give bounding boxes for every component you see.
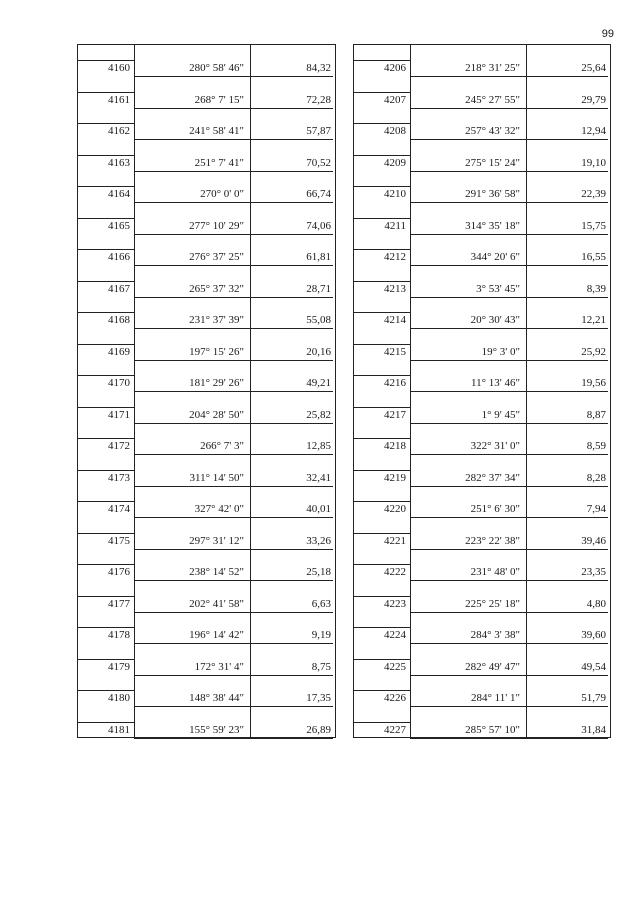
segment-distance: 74,06	[306, 219, 331, 232]
segment-distance: 8,87	[586, 408, 606, 421]
point-number: 4167	[108, 282, 130, 295]
segment-distance: 12,85	[306, 440, 331, 452]
row-divider	[78, 470, 134, 471]
point-number: 4168	[108, 314, 130, 326]
segment-distance: 6,63	[311, 597, 331, 610]
point-number: 4177	[108, 597, 130, 610]
point-number: 4223	[384, 597, 406, 610]
coordinate-table-left	[77, 44, 336, 738]
point-number: 4221	[384, 534, 406, 547]
point-number: 4169	[108, 345, 130, 358]
segment-distance: 8,28	[586, 471, 606, 484]
segment-distance: 49,21	[306, 377, 331, 389]
row-divider	[78, 596, 134, 597]
row-divider	[410, 738, 608, 739]
row-divider	[354, 407, 410, 408]
point-number: 4208	[384, 125, 406, 137]
point-number: 4160	[108, 62, 130, 74]
segment-distance: 40,01	[306, 503, 331, 515]
bearing-angle: 268° 7' 15"	[194, 93, 244, 106]
point-number: 4222	[384, 566, 406, 578]
bearing-angle: 311° 14' 50"	[189, 471, 244, 484]
row-divider	[354, 344, 410, 345]
point-number: 4176	[108, 566, 130, 578]
row-divider	[354, 123, 410, 124]
row-divider	[354, 312, 410, 313]
row-divider	[410, 265, 608, 266]
row-divider	[410, 486, 608, 487]
segment-distance: 19,10	[581, 156, 606, 169]
bearing-angle: 20° 30' 43"	[470, 314, 520, 326]
bearing-angle: 314° 35' 18"	[465, 219, 520, 232]
row-divider	[78, 281, 134, 282]
point-number: 4219	[384, 471, 406, 484]
row-divider	[354, 501, 410, 502]
bearing-angle: 251° 7' 41"	[194, 156, 244, 169]
row-divider	[410, 706, 608, 707]
row-divider	[134, 360, 333, 361]
row-divider	[134, 549, 333, 550]
point-number: 4180	[108, 692, 130, 704]
segment-distance: 28,71	[306, 282, 331, 295]
point-number: 4163	[108, 156, 130, 169]
row-divider	[78, 438, 134, 439]
bearing-angle: 202° 41' 58"	[189, 597, 244, 610]
row-divider	[134, 171, 333, 172]
row-divider	[354, 722, 410, 723]
segment-distance: 8,75	[311, 660, 331, 673]
row-divider	[78, 186, 134, 187]
point-number: 4174	[108, 503, 130, 515]
segment-distance: 25,82	[306, 408, 331, 421]
row-divider	[134, 454, 333, 455]
row-divider	[410, 580, 608, 581]
row-divider	[410, 643, 608, 644]
point-number: 4215	[384, 345, 406, 358]
row-divider	[134, 265, 333, 266]
bearing-angle: 172° 31' 4"	[194, 660, 244, 673]
bearing-angle: 3° 53' 45"	[476, 282, 520, 295]
segment-distance: 39,46	[581, 534, 606, 547]
row-divider	[410, 423, 608, 424]
point-number: 4210	[384, 188, 406, 200]
point-number: 4225	[384, 660, 406, 673]
point-number: 4207	[384, 93, 406, 106]
bearing-angle: 282° 37' 34"	[465, 471, 520, 484]
row-divider	[354, 627, 410, 628]
row-divider	[134, 580, 333, 581]
point-number: 4181	[108, 723, 130, 736]
row-divider	[134, 738, 333, 739]
row-divider	[78, 218, 134, 219]
bearing-angle: 284° 11' 1"	[471, 692, 520, 704]
row-divider	[78, 627, 134, 628]
row-divider	[410, 234, 608, 235]
row-divider	[78, 344, 134, 345]
bearing-angle: 225° 25' 18"	[465, 597, 520, 610]
segment-distance: 17,35	[306, 692, 331, 704]
row-divider	[78, 407, 134, 408]
row-divider	[410, 454, 608, 455]
bearing-angle: 327° 42' 0"	[194, 503, 244, 515]
segment-distance: 4,80	[586, 597, 606, 610]
row-divider	[134, 76, 333, 77]
point-number: 4212	[384, 251, 406, 263]
segment-distance: 31,84	[581, 723, 606, 736]
point-number: 4172	[108, 440, 130, 452]
row-divider	[78, 155, 134, 156]
row-divider	[410, 202, 608, 203]
bearing-angle: 322° 31' 0"	[470, 440, 520, 452]
row-divider	[410, 108, 608, 109]
bearing-angle: 270° 0' 0"	[200, 188, 244, 200]
row-divider	[410, 297, 608, 298]
row-divider	[134, 108, 333, 109]
bearing-angle: 155° 59' 23"	[189, 723, 244, 736]
bearing-angle: 231° 37' 39"	[189, 314, 244, 326]
segment-distance: 16,55	[581, 251, 606, 263]
segment-distance: 61,81	[306, 251, 331, 263]
bearing-angle: 204° 28' 50"	[189, 408, 244, 421]
row-divider	[78, 659, 134, 660]
row-divider	[78, 722, 134, 723]
point-number: 4213	[384, 282, 406, 295]
point-number: 4165	[108, 219, 130, 232]
segment-distance: 22,39	[581, 188, 606, 200]
row-divider	[354, 249, 410, 250]
row-divider	[354, 281, 410, 282]
bearing-angle: 223° 22' 38"	[465, 534, 520, 547]
bearing-angle: 257° 43' 32"	[465, 125, 520, 137]
point-number: 4166	[108, 251, 130, 263]
point-number: 4170	[108, 377, 130, 389]
bearing-angle: 284° 3' 38"	[470, 629, 520, 641]
row-divider	[354, 438, 410, 439]
point-number: 4218	[384, 440, 406, 452]
point-number: 4175	[108, 534, 130, 547]
segment-distance: 12,21	[581, 314, 606, 326]
segment-distance: 23,35	[581, 566, 606, 578]
point-number: 4214	[384, 314, 406, 326]
bearing-angle: 344° 20' 6"	[470, 251, 520, 263]
segment-distance: 55,08	[306, 314, 331, 326]
row-divider	[134, 328, 333, 329]
segment-distance: 72,28	[306, 93, 331, 106]
row-divider	[78, 533, 134, 534]
bearing-angle: 277° 10' 29"	[189, 219, 244, 232]
point-number: 4220	[384, 503, 406, 515]
page-number: 99	[601, 28, 614, 40]
bearing-angle: 276° 37' 25"	[189, 251, 244, 263]
row-divider	[354, 155, 410, 156]
row-divider	[78, 501, 134, 502]
segment-distance: 9,19	[311, 629, 331, 641]
bearing-angle: 11° 13' 46"	[471, 377, 520, 389]
point-number: 4209	[384, 156, 406, 169]
row-divider	[134, 202, 333, 203]
segment-distance: 57,87	[306, 125, 331, 137]
bearing-angle: 231° 48' 0"	[470, 566, 520, 578]
segment-distance: 84,32	[306, 62, 331, 74]
bearing-angle: 291° 36' 58"	[465, 188, 520, 200]
row-divider	[134, 423, 333, 424]
bearing-angle: 181° 29' 26"	[189, 377, 244, 389]
point-number: 4216	[384, 377, 406, 389]
segment-distance: 8,39	[586, 282, 606, 295]
row-divider	[134, 297, 333, 298]
row-divider	[410, 171, 608, 172]
row-divider	[354, 375, 410, 376]
segment-distance: 33,26	[306, 534, 331, 547]
row-divider	[134, 391, 333, 392]
row-divider	[354, 186, 410, 187]
point-number: 4171	[108, 408, 130, 421]
bearing-angle: 218° 31' 25"	[465, 62, 520, 74]
row-divider	[354, 659, 410, 660]
segment-distance: 7,94	[586, 503, 606, 515]
row-divider	[78, 249, 134, 250]
segment-distance: 49,54	[581, 660, 606, 673]
bearing-angle: 282° 49' 47"	[465, 660, 520, 673]
bearing-angle: 197° 15' 26"	[189, 345, 244, 358]
segment-distance: 26,89	[306, 723, 331, 736]
row-divider	[354, 690, 410, 691]
segment-distance: 25,92	[581, 345, 606, 358]
bearing-angle: 275° 15' 24"	[465, 156, 520, 169]
segment-distance: 25,18	[306, 566, 331, 578]
segment-distance: 51,79	[581, 692, 606, 704]
segment-distance: 32,41	[306, 471, 331, 484]
row-divider	[134, 612, 333, 613]
segment-distance: 15,75	[581, 219, 606, 232]
point-number: 4227	[384, 723, 406, 736]
row-divider	[410, 549, 608, 550]
segment-distance: 25,64	[581, 62, 606, 74]
bearing-angle: 251° 6' 30"	[470, 503, 520, 515]
row-divider	[354, 218, 410, 219]
segment-distance: 19,56	[581, 377, 606, 389]
segment-distance: 20,16	[306, 345, 331, 358]
row-divider	[78, 60, 134, 61]
point-number: 4162	[108, 125, 130, 137]
row-divider	[410, 328, 608, 329]
point-number: 4164	[108, 188, 130, 200]
bearing-angle: 266° 7' 3"	[200, 440, 244, 452]
row-divider	[354, 533, 410, 534]
row-divider	[410, 360, 608, 361]
bearing-angle: 241° 58' 41"	[189, 125, 244, 137]
point-number: 4224	[384, 629, 406, 641]
bearing-angle: 19° 3' 0"	[481, 345, 520, 358]
segment-distance: 12,94	[581, 125, 606, 137]
segment-distance: 29,79	[581, 93, 606, 106]
bearing-angle: 297° 31' 12"	[189, 534, 244, 547]
row-divider	[410, 391, 608, 392]
bearing-angle: 285° 57' 10"	[465, 723, 520, 736]
row-divider	[354, 60, 410, 61]
row-divider	[134, 234, 333, 235]
row-divider	[78, 123, 134, 124]
row-divider	[354, 470, 410, 471]
row-divider	[134, 486, 333, 487]
bearing-angle: 245° 27' 55"	[465, 93, 520, 106]
row-divider	[354, 92, 410, 93]
bearing-angle: 265° 37' 32"	[189, 282, 244, 295]
bearing-angle: 148° 38' 44"	[189, 692, 244, 704]
row-divider	[354, 596, 410, 597]
segment-distance: 66,74	[306, 188, 331, 200]
segment-distance: 39,60	[581, 629, 606, 641]
row-divider	[134, 675, 333, 676]
coordinate-table-right	[353, 44, 611, 738]
row-divider	[134, 643, 333, 644]
point-number: 4217	[384, 408, 406, 421]
row-divider	[134, 517, 333, 518]
segment-distance: 70,52	[306, 156, 331, 169]
row-divider	[78, 564, 134, 565]
bearing-angle: 280° 58' 46"	[189, 62, 244, 74]
point-number: 4211	[384, 219, 406, 232]
row-divider	[410, 76, 608, 77]
point-number: 4178	[108, 629, 130, 641]
point-number: 4206	[384, 62, 406, 74]
row-divider	[354, 564, 410, 565]
row-divider	[410, 139, 608, 140]
row-divider	[410, 675, 608, 676]
point-number: 4226	[384, 692, 406, 704]
bearing-angle: 238° 14' 52"	[189, 566, 244, 578]
segment-distance: 8,59	[586, 440, 606, 452]
point-number: 4161	[108, 93, 130, 106]
row-divider	[410, 517, 608, 518]
bearing-angle: 196° 14' 42"	[189, 629, 244, 641]
row-divider	[410, 612, 608, 613]
row-divider	[78, 92, 134, 93]
point-number: 4173	[108, 471, 130, 484]
point-number: 4179	[108, 660, 130, 673]
row-divider	[134, 706, 333, 707]
row-divider	[78, 690, 134, 691]
row-divider	[134, 139, 333, 140]
row-divider	[78, 312, 134, 313]
row-divider	[78, 375, 134, 376]
bearing-angle: 1° 9' 45"	[481, 408, 520, 421]
